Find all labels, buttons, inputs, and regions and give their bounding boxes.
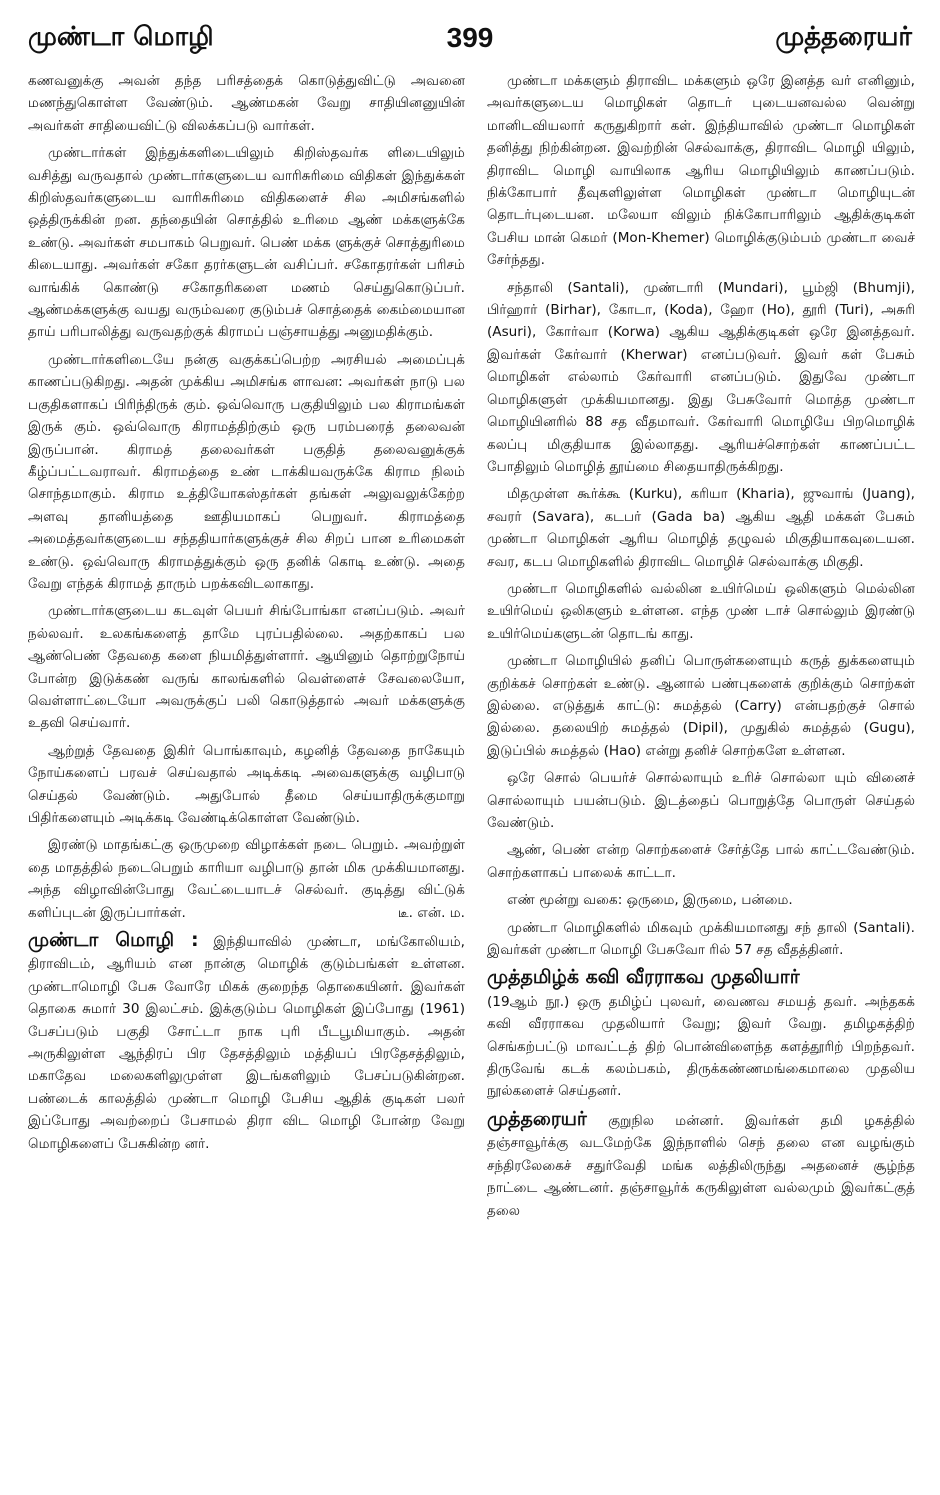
entry-paragraph <box>28 929 465 1155</box>
entry-title: முண்டா மொழி : <box>28 929 199 952</box>
paragraph: எண் மூன்று வகை: ஒருமை, இருமை, பன்மை. <box>507 892 793 909</box>
entry-title: முத்தரையர் <box>487 1107 587 1130</box>
paragraph: முண்டா மக்களும் திராவிட மக்களும் ஒரே இனத்த வர் எனினும், அவர்களுடைய மொழிகள் தொடர் புடையனவல்ல வென்று மானிடவியலார் கருதுகிறார் கள். இந்தியாவில் முண்டா மொழிகள் தனித்து நிற்கின்றன. இவற்றின் செல்வாக்கு, திராவிட மொழி யிலும், திராவிட மொழி வாயிலாக ஆரிய மொழியிலும் காணப்படும். நிக்கோபார் தீவுகளிலுள்ள மொழிகள் முண்டா மொழியுடன் தொடர்புடையன. மலேயா விலும் நிக்கோபாரிலும் ஆதிக்குடிகள் பேசிய மான் கெமர் (Mon-Khemer) மொழிக்குடும்பம் முண்டா வைச் சேர்ந்தது. <box>487 73 915 269</box>
paragraph: மிதமுள்ள கூர்க்கூ (Kurku), கரியா (Kharia), ஜுவாங் (Juang), சவரர் (Savara), கடபர் (Gada ba) ஆகிய ஆதி மக்கள் பேசும் முண்டா மொழிகள் ஆரிய மொழித் தழுவல் மிகுதியாகவுடையன. சவர, கடப மொழிகளில் திராவிட மொழிச் செல்வாக்கு மிகுதி. <box>487 486 915 570</box>
paragraph: ஆண், பெண் என்ற சொற்களைச் சேர்த்தே பால் காட்டவேண்டும். சொற்களாகப் பாலைக் காட்டா. <box>487 842 915 881</box>
paragraph: கணவனுக்கு அவன் தந்த பரிசத்தைக் கொடுத்துவிட்டு அவனை மணந்துகொள்ள வேண்டும். ஆண்மகன் வேறு சாதியினனுயின் அவர்கள் சாதியைவிட்டு விலக்கப்படு வார்கள். <box>28 73 465 134</box>
paragraph-text: இரண்டு மாதங்கட்கு ஒருமுறை விழாக்கள் நடை பெறும். அவற்றுள் தை மாதத்தில் நடைபெறும் காரியா வழிபாடு தான் மிக முக்கியமானது. அந்த விழாவின்போது வேட்டையாடச் செல்வர். குடித்து விட்டுக் களிப்புடன் இருப்பார்கள். <box>28 837 465 921</box>
paragraph: முண்டார்களுடைய கடவுள் பெயர் சிங்போங்கா எனப்படும். அவர் நல்லவர். உலகங்களைத் தாமே புரப்பதில்லை. அதற்காகப் பல ஆண்பெண் தேவதை களை நியமித்துள்ளார். ஆயினும் தொற்றுநோய் போன்ற இடுக்கண் வருங் காலங்களில் வெள்ளைச் சேவலையோ, வெள்ளாட்டையோ அவருக்குப் பலி கொடுத்தால் அவர் மக்களுக்கு உதவி செய்வார். <box>28 603 465 732</box>
entry-body: (19ஆம் நூ.) ஒரு தமிழ்ப் புலவர், வைணவ சமயத் தவர். அந்தகக் கவி வீரராகவ முதலியார் வேறு; இவர் வேறு. தமிழகத்திற் செங்கற்பட்டு மாவட்டத் திற் பொன்விளைந்த களத்தூரிற் பிறந்தவர். திருவேங் கடக் கலம்பகம், திருக்கண்ணமங்கைமாலை முதலிய நூல்களைச் செய்தனர். <box>487 993 915 1100</box>
entry-paragraph <box>487 1108 915 1222</box>
entry-paragraph <box>487 966 915 1102</box>
paragraph: சந்தாலி (Santali), முண்டாரி (Mundari), பூம்ஜி (Bhumji), பிர்ஹார் (Birhar), கோடா, (Koda), ஹோ (Ho), தூரி (Turi), அசுரி (Asuri), கோர்வா (Korwa) ஆகிய ஆதிக்குடிகள் ஒரே இனத்தவர். இவர்கள் கேர்வார் (Kherwar) எனப்படுவர். இவர் கள் பேசும் மொழிகள் எல்லாம் கேர்வாரி எனப்படும். இதுவே முண்டா மொழிகளுள் முக்கியமானது. இது பேசுவோர் மொத்த முண்டா மொழியினரில் 88 சத வீதமாவர். கேர்வாரி மொழியே பிறமொழிக் கலப்பு மிகுதியாக இல்லாதது. ஆரியச்சொற்கள் காணப்பட்ட போதிலும் மொழித் தூய்மை சிதையாதிருக்கிறது. <box>487 279 915 475</box>
left-column <box>28 70 465 1480</box>
paragraph: முண்டார்களிடையே நன்கு வகுக்கப்பெற்ற அரசியல் அமைப்புக் காணப்படுகிறது. அதன் முக்கிய அமிசங்க ளாவன: அவர்கள் நாடு பல பகுதிகளாகப் பிரிந்திருக் கும். ஒவ்வொரு பகுதியிலும் பல கிராமங்கள் இருக் கும். ஒவ்வொரு கிராமத்திற்கும் ஒரு பரம்பரைத் தலைவன் இருப்பான். கிராமத் தலைவர்கள் பகுதித் தலைவனுக்குக் கீழ்ப்பட்டவராவர். கிராமத்தை உண் டாக்கியவருக்கே கிராம நிலம் சொந்தமாகும். கிராம உத்தியோகஸ்தர்கள் தங்கள் அலுவலுக்கேற்ற அளவு தானியத்தை ஊதியமாகப் பெறுவர். கிராமத்தை அமைத்தவர்களுடைய சந்ததியார்களுக்குச் சில சிறப் பான உரிமைகள் உண்டு. ஒவ்வொரு கிராமத்துக்கும் ஒரு தனிக் கொடி உண்டு. அதை வேறு எந்தக் கிராமத் தாரும் பறக்கவிடலாகாது. <box>28 351 465 592</box>
paragraph: முண்டார்கள் இந்துக்களிடையிலும் கிறிஸ்தவர்க ளிடையிலும் வசித்து வருவதால் முண்டார்களுடைய வாரிசுரிமை விதிகள் இந்துக்கள் கிறிஸ்தவர்களுடைய வாரிசுரிமை விதிகளைச் சில அமிசங்களில் ஒத்திருக்கின் றன. தந்தையின் சொத்தில் உரிமை ஆண் மக்களுக்கே உண்டு. அவர்கள் சமபாகம் பெறுவர். பெண் மக்க ளுக்குச் சொத்துரிமை கிடையாது. அவர்கள் சகோ தரர்களுடன் வசிப்பர். சகோதரர்கள் பரிசம் வாங்கிக் கொண்டு சகோதரிகளை மணம் செய்துகொடுப்பர். ஆண்மக்களுக்கு வயது வரும்வரை குடும்பச் சொத்தைக் கைம்மையான தாய் பரிபாலித்து வருவதற்குக் கிராமப் பஞ்சாயத்து அனுமதிக்கும். <box>28 145 465 341</box>
right-column <box>487 70 915 1480</box>
page-number: 399 <box>446 22 494 53</box>
entry-title: முத்தமிழ்க் கவி வீரராகவ முதலியார் <box>487 966 800 989</box>
paragraph: முண்டா மொழியில் தனிப் பொருள்களையும் கருத் துக்களையும் குறிக்கச் சொற்கள் உண்டு. ஆனால் பண்புகளைக் குறிக்கும் சொற்கள் இல்லை. எடுத்துக் காட்டு: சுமத்தல் (Carry) என்பதற்குச் சொல் இல்லை. தலையிற் சுமத்தல் (Dipil), முதுகில் சுமத்தல் (Gugu), இடுப்பில் சுமத்தல் (Hao) என்று தனிச் சொற்களே உள்ளன. <box>487 653 915 759</box>
author-signature: டீ. என். ம. <box>397 904 465 921</box>
paragraph: ஆற்றுத் தேவதை இகிர் பொங்காவும், கழனித் தேவதை நாகேயும் நோய்களைப் பரவச் செய்வதால் அடிக்கடி அவைகளுக்கு வழிபாடு செய்தல் வேண்டும். அதுபோல் தீமை செய்யாதிருக்குமாறு பிதிர்களையும் அடிக்கடி வேண்டிக்கொள்ள வேண்டும். <box>28 742 465 826</box>
header-right-guideword: முத்தரையர் <box>775 22 912 52</box>
entry-body: இந்தியாவில் முண்டா, மங்கோலியம், திராவிடம், ஆரியம் என நான்கு மொழிக் குடும்பங்கள் உள்ளன. முண்டாமொழி பேசு வோரே மிகக் குறைந்த தொகையினர். இவர்கள் தொகை சுமார் 30 இலட்சம். இக்குடும்ப மொழிகள் இப்போது (1961) பேசப்படும் பகுதி சோட்டா நாக புரி பீடபூமியாகும். அதன் அருகிலுள்ள ஆந்திரப் பிர தேசத்திலும் மத்தியப் பிரதேசத்திலும், மகாதேவ மலைகளிலுமுள்ள இடங்களிலும் பேசப்படுகின்றன. பண்டைக் காலத்தில் முண்டா மொழி பேசிய ஆதிக் குடிகள் பலர் இப்போது அவற்றைப் பேசாமல் திரா விட மொழி போன்ற வேறு மொழிகளைப் பேசுகின்ற னர். <box>28 934 465 1152</box>
page-header <box>28 22 912 62</box>
paragraph: முண்டா மொழிகளில் வல்லின உயிர்மெய் ஒலிகளும் மெல்லின உயிர்மெய் ஒலிகளும் உள்ளன. எந்த முண் டாச் சொல்லும் இரண்டு உயிர்மெய்களுடன் தொடங் காது. <box>487 580 915 642</box>
paragraph: முண்டா மொழிகளில் மிகவும் முக்கியமானது சந் தாலி (Santali). இவர்கள் முண்டா மொழி பேசுவோ ரில் 57 சத வீதத்தினர். <box>487 919 915 959</box>
paragraph <box>28 834 465 924</box>
header-left-guideword: முண்டா மொழி <box>28 22 214 52</box>
column-gutter <box>476 70 477 1470</box>
paragraph: ஒரே சொல் பெயர்ச் சொல்லாயும் உரிச் சொல்லா யும் வினைச் சொல்லாயும் பயன்படும். இடத்தைப் பொறுத்தே பொருள் செய்தல் வேண்டும். <box>487 770 915 831</box>
entry-body: குறுநில மன்னர். இவர்கள் தமி ழகத்தில் தஞ்சாவூர்க்கு வடமேற்கே இந்நாளில் செந் தலை என வழங்கும் சந்திரலேகைச் சதுர்வேதி மங்க லத்திலிருந்து அதனைச் சூழ்ந்த நாட்டை ஆண்டனர். தஞ்சாவூர்க் கருகிலுள்ள வல்லமும் இவர்கட்குத் தலை <box>487 1112 915 1219</box>
